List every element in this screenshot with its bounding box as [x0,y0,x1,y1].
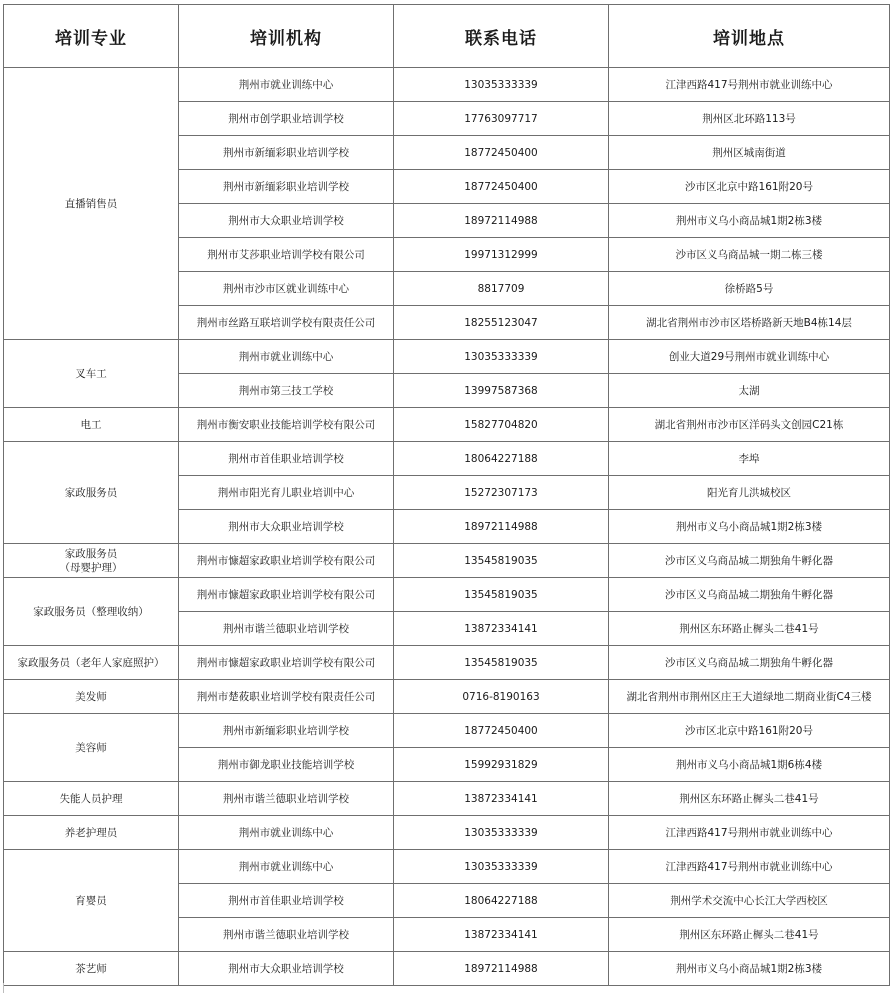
phone-cell: 18972114988 [394,510,609,544]
phone-cell: 19971312999 [394,238,609,272]
location-cell: 荆州区东环路止樨头二巷41号 [609,918,890,952]
table-row [4,408,890,442]
location-cell: 荆州区城南街道 [609,136,890,170]
institution-cell: 荆州市就业训练中心 [179,850,394,884]
location-cell: 荆州市义乌小商品城1期6栋4楼 [609,748,890,782]
phone-cell: 13035333339 [394,68,609,102]
major-cell: 育婴员 [4,850,179,952]
table-row [4,816,890,850]
location-cell: 荆州区东环路止樨头二巷41号 [609,782,890,816]
location-cell: 荆州市义乌小商品城1期2栋3楼 [609,510,890,544]
institution-cell: 荆州市慷超家政职业培训学校有限公司 [179,578,394,612]
phone-cell: 15992931829 [394,748,609,782]
sheet-continuation [3,983,890,993]
major-cell: 叉车工 [4,340,179,408]
table-row [4,714,890,748]
major-cell: 美容师 [4,714,179,782]
institution-cell: 荆州市就业训练中心 [179,816,394,850]
institution-cell: 荆州市首佳职业培训学校 [179,442,394,476]
table-row [4,340,890,374]
institution-cell: 荆州市艾莎职业培训学校有限公司 [179,238,394,272]
location-cell: 江津西路417号荆州市就业训练中心 [609,850,890,884]
institution-cell: 荆州市慷超家政职业培训学校有限公司 [179,646,394,680]
phone-cell: 18972114988 [394,952,609,986]
table-row [4,544,890,578]
header-major: 培训专业 [4,5,179,68]
institution-cell: 荆州市新缅彩职业培训学校 [179,170,394,204]
header-location: 培训地点 [609,5,890,68]
phone-cell: 18255123047 [394,306,609,340]
institution-cell: 荆州市第三技工学校 [179,374,394,408]
phone-cell: 18772450400 [394,714,609,748]
institution-cell: 荆州市就业训练中心 [179,340,394,374]
institution-cell: 荆州市谐兰德职业培训学校 [179,612,394,646]
location-cell: 李埠 [609,442,890,476]
phone-cell: 13872334141 [394,782,609,816]
phone-cell: 15272307173 [394,476,609,510]
table-row [4,782,890,816]
institution-cell: 荆州市创学职业培训学校 [179,102,394,136]
location-cell: 江津西路417号荆州市就业训练中心 [609,816,890,850]
institution-cell: 荆州市谐兰德职业培训学校 [179,918,394,952]
header-row [4,5,890,68]
major-cell: 家政服务员（整理收纳） [4,578,179,646]
table-row [4,68,890,102]
phone-cell: 18064227188 [394,442,609,476]
phone-cell: 18972114988 [394,204,609,238]
institution-cell: 荆州市沙市区就业训练中心 [179,272,394,306]
major-cell: 养老护理员 [4,816,179,850]
institution-cell: 荆州市慷超家政职业培训学校有限公司 [179,544,394,578]
header-phone: 联系电话 [394,5,609,68]
header-institution: 培训机构 [179,5,394,68]
location-cell: 创业大道29号荆州市就业训练中心 [609,340,890,374]
phone-cell: 17763097717 [394,102,609,136]
major-cell: 茶艺师 [4,952,179,986]
institution-cell: 荆州市首佳职业培训学校 [179,884,394,918]
institution-cell: 荆州市新缅彩职业培训学校 [179,714,394,748]
location-cell: 沙市区北京中路161附20号 [609,170,890,204]
institution-cell: 荆州市就业训练中心 [179,68,394,102]
phone-cell: 18772450400 [394,170,609,204]
phone-cell: 15827704820 [394,408,609,442]
table-row [4,952,890,986]
institution-cell: 荆州市楚莜职业培训学校有限责任公司 [179,680,394,714]
phone-cell: 13035333339 [394,850,609,884]
location-cell: 荆州区东环路止樨头二巷41号 [609,612,890,646]
location-cell: 荆州区北环路113号 [609,102,890,136]
phone-cell: 8817709 [394,272,609,306]
location-cell: 沙市区义乌商品城二期独角牛孵化器 [609,646,890,680]
location-cell: 湖北省荆州市荆州区庄王大道绿地二期商业街C4三楼 [609,680,890,714]
table-row [4,680,890,714]
location-cell: 沙市区义乌商品城二期独角牛孵化器 [609,578,890,612]
major-cell: 电工 [4,408,179,442]
location-cell: 江津西路417号荆州市就业训练中心 [609,68,890,102]
table-row [4,850,890,884]
institution-cell: 荆州市御龙职业技能培训学校 [179,748,394,782]
phone-cell: 13035333339 [394,816,609,850]
institution-cell: 荆州市阳光育儿职业培训中心 [179,476,394,510]
location-cell: 荆州市义乌小商品城1期2栋3楼 [609,952,890,986]
location-cell: 阳光育儿洪城校区 [609,476,890,510]
table-row [4,646,890,680]
table-body [4,68,890,986]
phone-cell: 18064227188 [394,884,609,918]
institution-cell: 荆州市丝路互联培训学校有限责任公司 [179,306,394,340]
location-cell: 荆州市义乌小商品城1期2栋3楼 [609,204,890,238]
location-cell: 徐桥路5号 [609,272,890,306]
location-cell: 荆州学术交流中心长江大学西校区 [609,884,890,918]
location-cell: 湖北省荆州市沙市区塔桥路新天地B4栋14层 [609,306,890,340]
training-table [3,4,890,986]
location-cell: 太湖 [609,374,890,408]
phone-cell: 13545819035 [394,544,609,578]
institution-cell: 荆州市大众职业培训学校 [179,952,394,986]
institution-cell: 荆州市大众职业培训学校 [179,510,394,544]
institution-cell: 荆州市谐兰德职业培训学校 [179,782,394,816]
major-cell: 直播销售员 [4,68,179,340]
phone-cell: 0716-8190163 [394,680,609,714]
major-cell: 家政服务员 （母婴护理） [4,544,179,578]
location-cell: 沙市区义乌商品城一期二栋三楼 [609,238,890,272]
major-cell: 美发师 [4,680,179,714]
table-row [4,578,890,612]
phone-cell: 13035333339 [394,340,609,374]
location-cell: 沙市区义乌商品城二期独角牛孵化器 [609,544,890,578]
phone-cell: 18772450400 [394,136,609,170]
phone-cell: 13545819035 [394,646,609,680]
phone-cell: 13872334141 [394,918,609,952]
institution-cell: 荆州市新缅彩职业培训学校 [179,136,394,170]
major-cell: 失能人员护理 [4,782,179,816]
institution-cell: 荆州市衡安职业技能培训学校有限公司 [179,408,394,442]
major-cell: 家政服务员 [4,442,179,544]
location-cell: 湖北省荆州市沙市区洋码头文创园C21栋 [609,408,890,442]
table-row [4,442,890,476]
phone-cell: 13997587368 [394,374,609,408]
phone-cell: 13545819035 [394,578,609,612]
major-cell: 家政服务员（老年人家庭照护） [4,646,179,680]
location-cell: 沙市区北京中路161附20号 [609,714,890,748]
institution-cell: 荆州市大众职业培训学校 [179,204,394,238]
phone-cell: 13872334141 [394,612,609,646]
